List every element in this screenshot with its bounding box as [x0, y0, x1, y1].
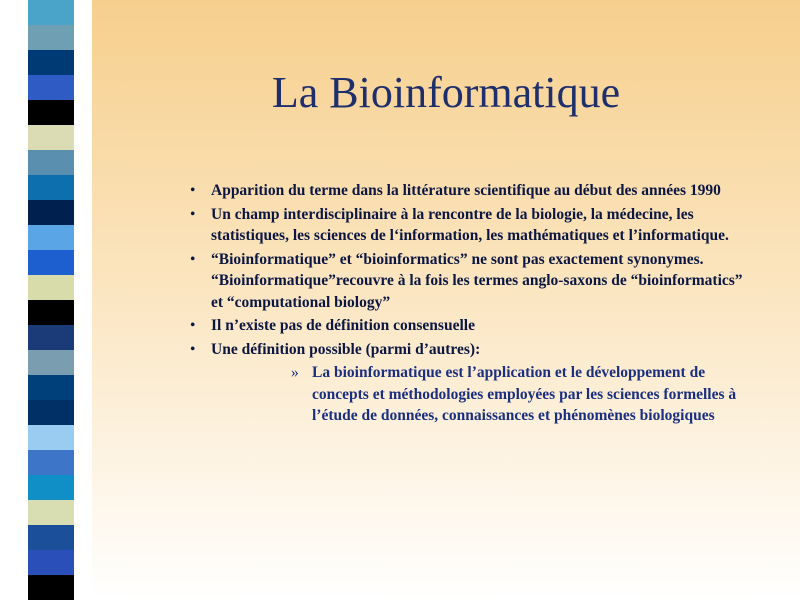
decorative-stripe-bar — [28, 0, 74, 600]
bullet-item — [190, 315, 750, 337]
sub-bullet-item — [291, 362, 750, 427]
stripe-segment — [28, 200, 74, 225]
bullet-item — [190, 249, 750, 314]
stripe-segment — [28, 425, 74, 450]
bullet-text: Il n’existe pas de définition consensuelle — [211, 317, 475, 334]
stripe-segment — [28, 75, 74, 100]
stripe-segment — [28, 25, 74, 50]
stripe-segment — [28, 325, 74, 350]
sub-bullet-list — [291, 362, 750, 427]
bullet-text: Un champ interdisciplinaire à la rencontre de la biologie, la médecine, les statistiques, les sciences de l‘information, les mathématiques et l’informatique. — [211, 205, 729, 244]
stripe-segment — [28, 400, 74, 425]
stripe-segment — [28, 50, 74, 75]
stripe-segment — [28, 550, 74, 575]
bullet-list — [190, 180, 750, 429]
chevron-double-right-icon: » — [291, 364, 299, 381]
bullet-text: Apparition du terme dans la littérature scientifique au début des années 1990 — [211, 182, 721, 199]
stripe-segment — [28, 450, 74, 475]
stripe-segment — [28, 225, 74, 250]
stripe-segment — [28, 500, 74, 525]
bullet-dot-icon: • — [190, 205, 196, 223]
bullet-text: “Bioinformatique” et “bioinformatics” ne sont pas exactement synonymes. “Bioinformatique”recouvre à la fois les termes anglo-saxons de “bioinformatics” et “computational biology” — [211, 250, 743, 311]
bullet-dot-icon: • — [190, 182, 196, 199]
stripe-segment — [28, 0, 74, 25]
bullet-item — [190, 204, 750, 247]
bullet-item — [190, 339, 750, 427]
slide-title: La Bioinformatique — [271, 68, 621, 117]
bullet-text: Une définition possible (parmi d’autres): — [211, 340, 481, 358]
stripe-segment — [28, 100, 74, 125]
stripe-segment — [28, 275, 74, 300]
stripe-segment — [28, 250, 74, 275]
stripe-segment — [28, 525, 74, 550]
sub-bullet-text: La bioinformatique est l’application et le développement de concepts et méthodologies employées par les sciences formelles à l’étude de données, connaissances et phénomènes biologiques — [312, 364, 737, 424]
stripe-segment — [28, 375, 74, 400]
stripe-segment — [28, 575, 74, 600]
stripe-segment — [28, 175, 74, 200]
stripe-segment — [28, 125, 74, 150]
bullet-item — [190, 180, 750, 202]
stripe-segment — [28, 475, 74, 500]
stripe-segment — [28, 150, 74, 175]
stripe-segment — [28, 350, 74, 375]
bullet-dot-icon: • — [190, 317, 196, 334]
stripe-segment — [28, 300, 74, 325]
bullet-dot-icon: • — [190, 340, 196, 358]
bullet-dot-icon: • — [190, 250, 196, 268]
